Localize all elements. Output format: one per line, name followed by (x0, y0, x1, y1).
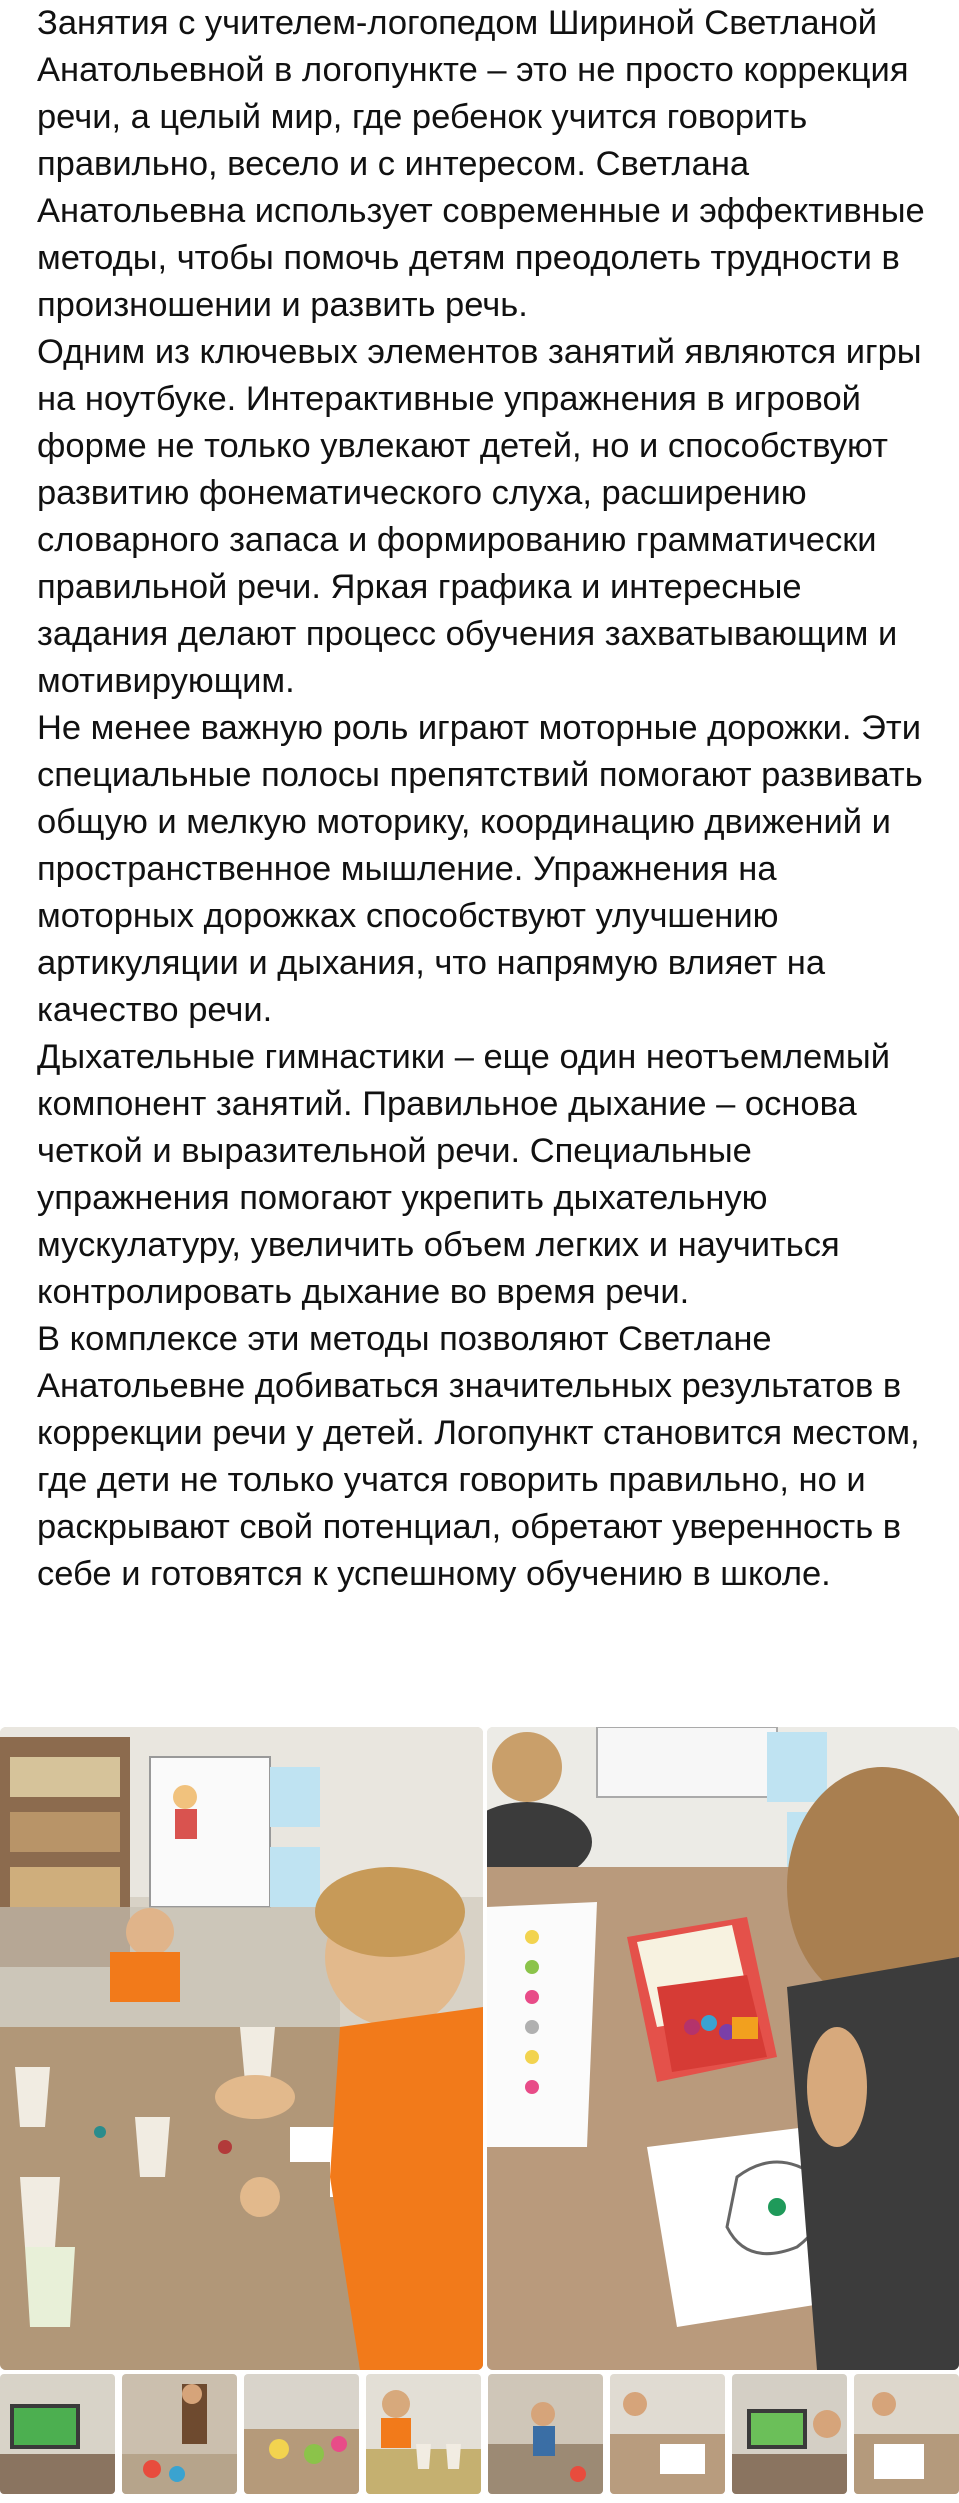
post-paragraph: Дыхательные гимнастики – еще один неотъемлемый компонент занятий. Правильное дыхание – основа четкой и выразительной речи. Специальные упражнения помогают укрепить дыхательную мускулатуру, увеличить объем легких и научиться контролировать дыхание во время речи. (37, 1038, 890, 1311)
photo-boy-cups-mirror[interactable] (0, 1727, 483, 2370)
photo-table-toys[interactable] (244, 2374, 359, 2494)
post-paragraph: Не менее важную роль играют моторные дорожки. Эти специальные полосы препятствий помогают развивать общую и мелкую моторику, координацию движений и пространственное мышление. Упражнения на моторных дорожках способствуют улучшению артикуляции и дыхания, что напрямую влияет на качество речи. (37, 709, 923, 1029)
photo-child-worksheet[interactable] (854, 2374, 959, 2494)
photo-boy-cups[interactable] (366, 2374, 481, 2494)
post-paragraph: В комплексе эти методы позволяют Светлане Анатольевне добиваться значительных результатов в коррекции речи у детей. Логопункт становится местом, где дети не только учатся говорить правильно, но и раскрывают свой потенциал, обретают уверенность в себе и готовятся к успешному обучению в школе. (37, 1320, 920, 1593)
post-paragraph: Занятия с учителем-логопедом Шириной Светланой Анатольевной в логопункте – это не просто коррекция речи, а целый мир, где ребенок учится говорить правильно, весело и с интересом. Светлана Анатольевна использует современные и эффективные методы, чтобы помочь детям преодолеть трудности в произношении и развить речь. (37, 4, 925, 324)
photo-boy-game-board[interactable] (487, 1727, 959, 2370)
post-text (37, 0, 937, 1598)
post-paragraph: Одним из ключевых элементов занятий являются игры на ноутбуке. Интерактивные упражнения в игровой форме не только увлекают детей, но и способствуют развитию фонематического слуха, расширению словарного запаса и формированию грамматически правильной речи. Яркая графика и интересные задания делают процесс обучения захватывающим и мотивирующим. (37, 333, 922, 700)
photo-laptop-child[interactable] (732, 2374, 847, 2494)
photo-motor-track[interactable] (122, 2374, 237, 2494)
photo-motor-path[interactable] (488, 2374, 603, 2494)
photo-laptop-game[interactable] (0, 2374, 115, 2494)
photo-boy-table[interactable] (610, 2374, 725, 2494)
